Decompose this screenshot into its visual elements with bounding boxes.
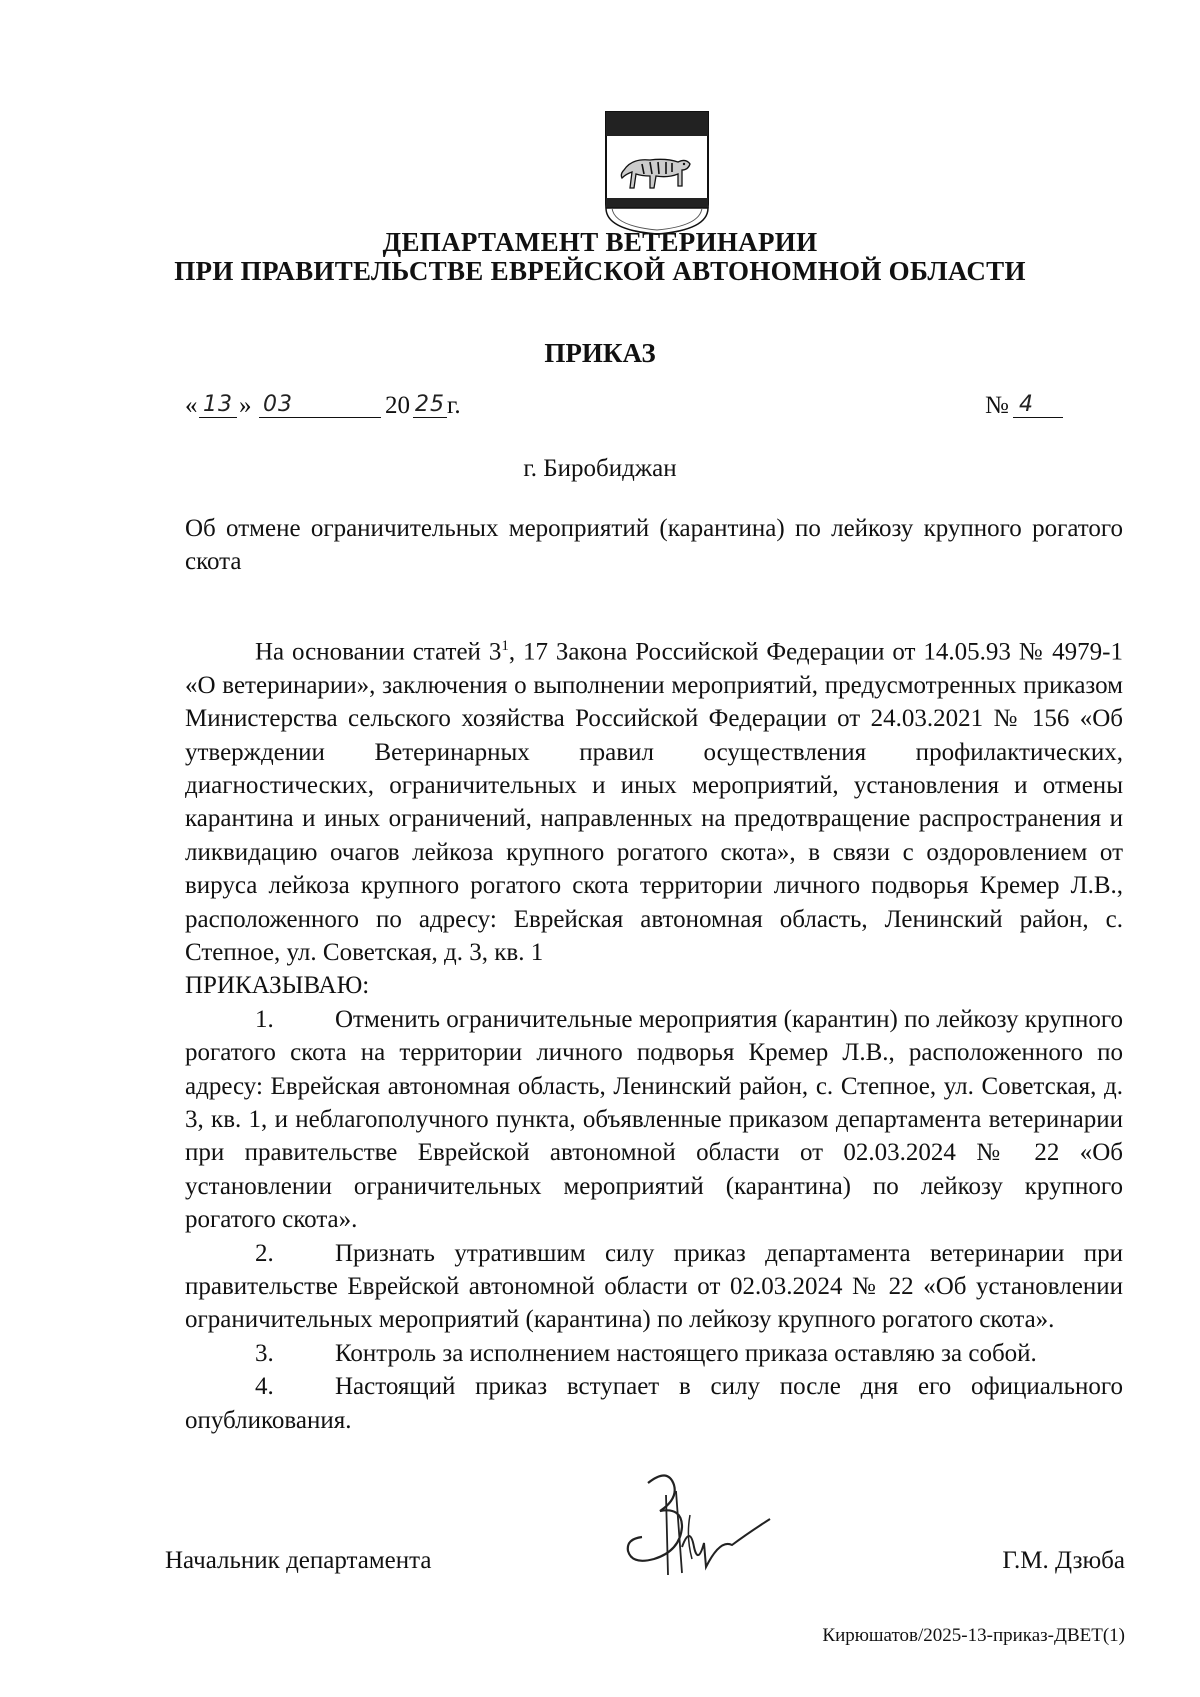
date-close-quote: » — [239, 392, 252, 419]
org-name-line1: ДЕПАРТАМЕНТ ВЕТЕРИНАРИИ — [382, 227, 818, 257]
subject-heading: Об отмене ограничительных мероприятий (карантина) по лейкозу крупного рогатого скота — [185, 515, 1123, 575]
order-word: ПРИКАЗЫВАЮ: — [185, 972, 370, 1000]
document-type-title: ПРИКАЗ — [544, 338, 656, 368]
list-item-text: Контроль за исполнением настоящего приказа оставляю за собой. — [335, 1339, 1037, 1367]
city-line: г. Биробиджан — [523, 455, 677, 482]
date-day: 13 — [199, 392, 237, 418]
preamble-superscript: 1 — [501, 638, 509, 654]
list-item-number: 2. — [255, 1239, 274, 1267]
list-item — [185, 1003, 1123, 1237]
list-item — [185, 1237, 1123, 1337]
signatory-position: Начальник департамента — [165, 1547, 432, 1574]
preamble-rest: , 17 Закона Российской Федерации от 14.05.93 № 4979-1 «О ветеринарии», заключения о выполнении мероприятий, предусмотренных приказом Министерства сельского хозяйства Российской Федерации от 24.03.2021 № 156 «Об утверждении Ветеринарных правил осуществления профилактических, диагностических, ограничительных и иных мероприятий, установления и отмены карантина и иных ограничений, направленных на предотвращение распространения и ликвидацию очагов лейкоза крупного рогатого скота», в связи с оздоровлением от вируса лейкоза крупного рогатого скота территории личного подворья Кремер Л.В., расположенного по адресу: Еврейская автономная область, Ленинский район, с. Степное, ул. Советская, д. 3, кв. 1 — [185, 638, 1123, 966]
org-name-line2: ПРИ ПРАВИТЕЛЬСТВЕ ЕВРЕЙСКОЙ АВТОНОМНОЙ ОБЛАСТИ — [174, 256, 1026, 286]
date-month: 03 — [259, 392, 381, 418]
list-item-text: Настоящий приказ вступает в силу после дня его официального опубликования. — [185, 1373, 1123, 1434]
tiger-coat-of-arms-icon — [602, 108, 712, 236]
list-item-text: Признать утратившим силу приказ департамента ветеринарии при правительстве Еврейской автономной области от 02.03.2024 № 22 «Об установлении ограничительных мероприятий (карантина) по лейкозу крупного рогатого скота». — [185, 1239, 1123, 1334]
date-year-prefix: 20 — [385, 392, 410, 419]
date-year-suffix: 25 — [415, 392, 445, 417]
preamble-start: На основании статей 3 — [255, 638, 502, 666]
list-item-text: Отменить ограничительные мероприятия (карантин) по лейкозу крупного рогатого скота на территории личного подворья Кремер Л.В., расположенного по адресу: Еврейская автономная область, Ленинский район, с. Степное, ул. Советская, д. 3, кв. 1, и неблагополучного пункта, объявленные приказом департамента ветеринарии при правительстве Еврейской автономной области от 02.03.2024 № 22 «Об установлении ограничительных мероприятий (карантина) по лейкозу крупного рогатого скота». — [185, 1005, 1123, 1234]
order-number-label: № — [985, 392, 1009, 419]
date-number-line — [185, 392, 1145, 432]
order-number-value: 4 — [1013, 392, 1063, 418]
list-item — [185, 1337, 1123, 1370]
list-item — [185, 1370, 1123, 1437]
list-item-number: 1. — [255, 1005, 274, 1033]
footer-reference: Кирюшатов/2025-13-приказ-ДВЕТ(1) — [822, 1625, 1125, 1646]
signatory-name: Г.М. Дзюба — [1002, 1547, 1125, 1574]
date-open-quote: « — [185, 392, 198, 419]
list-item-number: 4. — [255, 1373, 274, 1401]
date-year-mark: г. — [447, 392, 461, 419]
preamble-paragraph — [185, 630, 1123, 969]
document-body — [185, 630, 1123, 1437]
list-item-number: 3. — [255, 1339, 274, 1367]
handwritten-signature-icon — [620, 1455, 790, 1595]
